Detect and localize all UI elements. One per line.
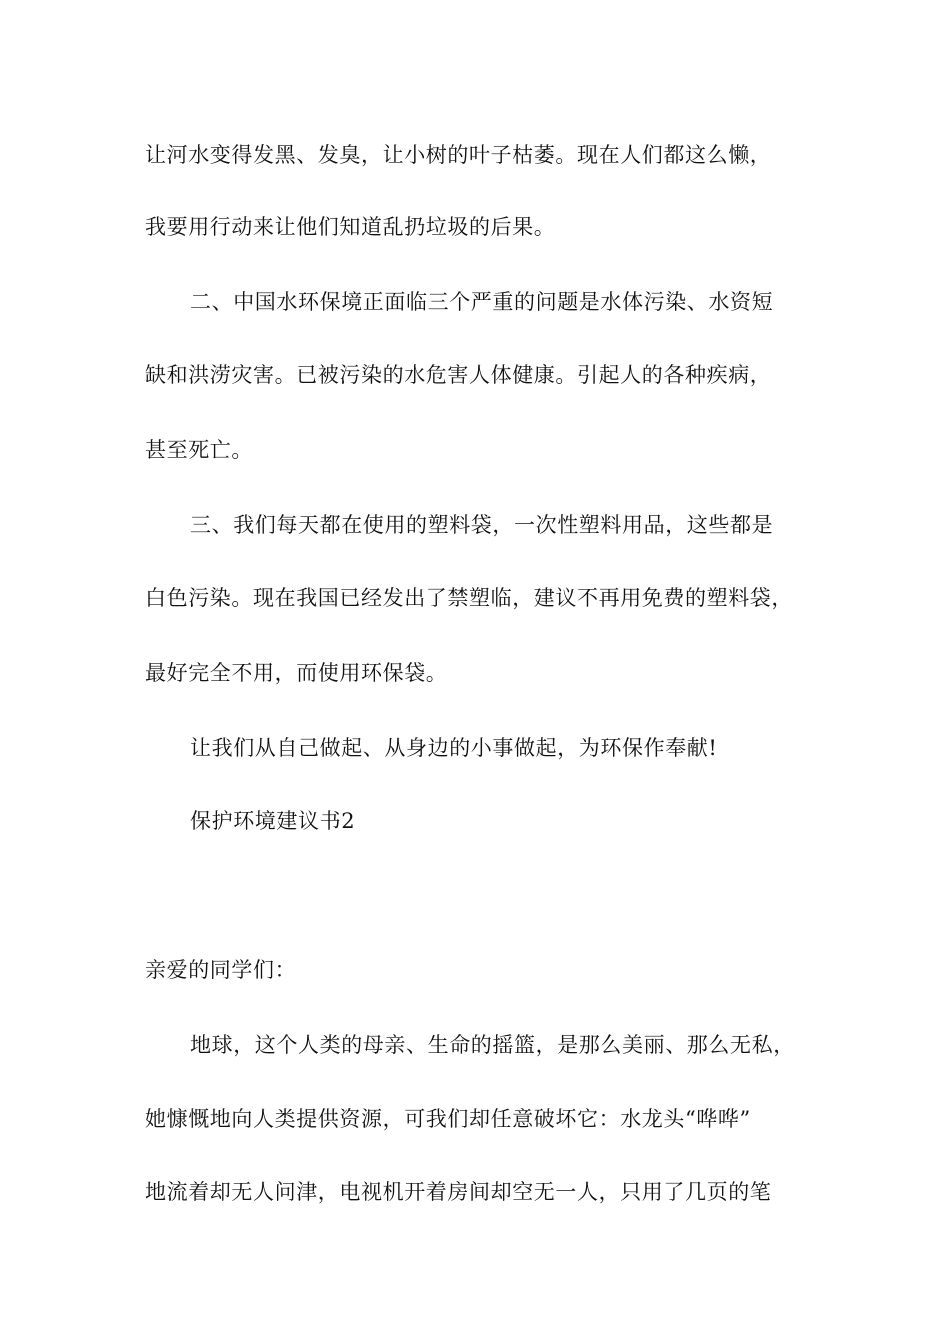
paragraph-line: 她慷慨地向人类提供资源，可我们却任意破坏它：水龙头“哗哗” — [145, 1107, 751, 1131]
paragraph-line: 缺和洪涝灾害。已被污染的水危害人体健康。引起人的各种疾病， — [145, 363, 772, 387]
paragraph-line: 甚至死亡。 — [145, 438, 253, 462]
paragraph-line: 最好完全不用，而使用环保袋。 — [145, 661, 448, 685]
paragraph-line: 让我们从自己做起、从身边的小事做起，为环保作奉献! — [190, 736, 718, 760]
paragraph-line: 地球，这个人类的母亲、生命的摇篮，是那么美丽、那么无私， — [190, 1033, 795, 1057]
paragraph-line: 地流着却无人问津，电视机开着房间却空无一人，只用了几页的笔 — [145, 1180, 772, 1204]
section-title: 保护环境建议书2 — [190, 809, 356, 833]
paragraph-line: 二、中国水环保境正面临三个严重的问题是水体污染、水资短 — [190, 290, 774, 314]
paragraph-line: 三、我们每天都在使用的塑料袋，一次性塑料用品，这些都是 — [190, 513, 774, 537]
salutation: 亲爱的同学们： — [145, 958, 297, 982]
paragraph-line: 让河水变得发黑、发臭，让小树的叶子枯萎。现在人们都这么懒， — [145, 143, 772, 167]
paragraph-line: 我要用行动来让他们知道乱扔垃圾的后果。 — [145, 215, 556, 239]
paragraph-line: 白色污染。现在我国已经发出了禁塑临，建议不再用免费的塑料袋， — [145, 586, 793, 610]
